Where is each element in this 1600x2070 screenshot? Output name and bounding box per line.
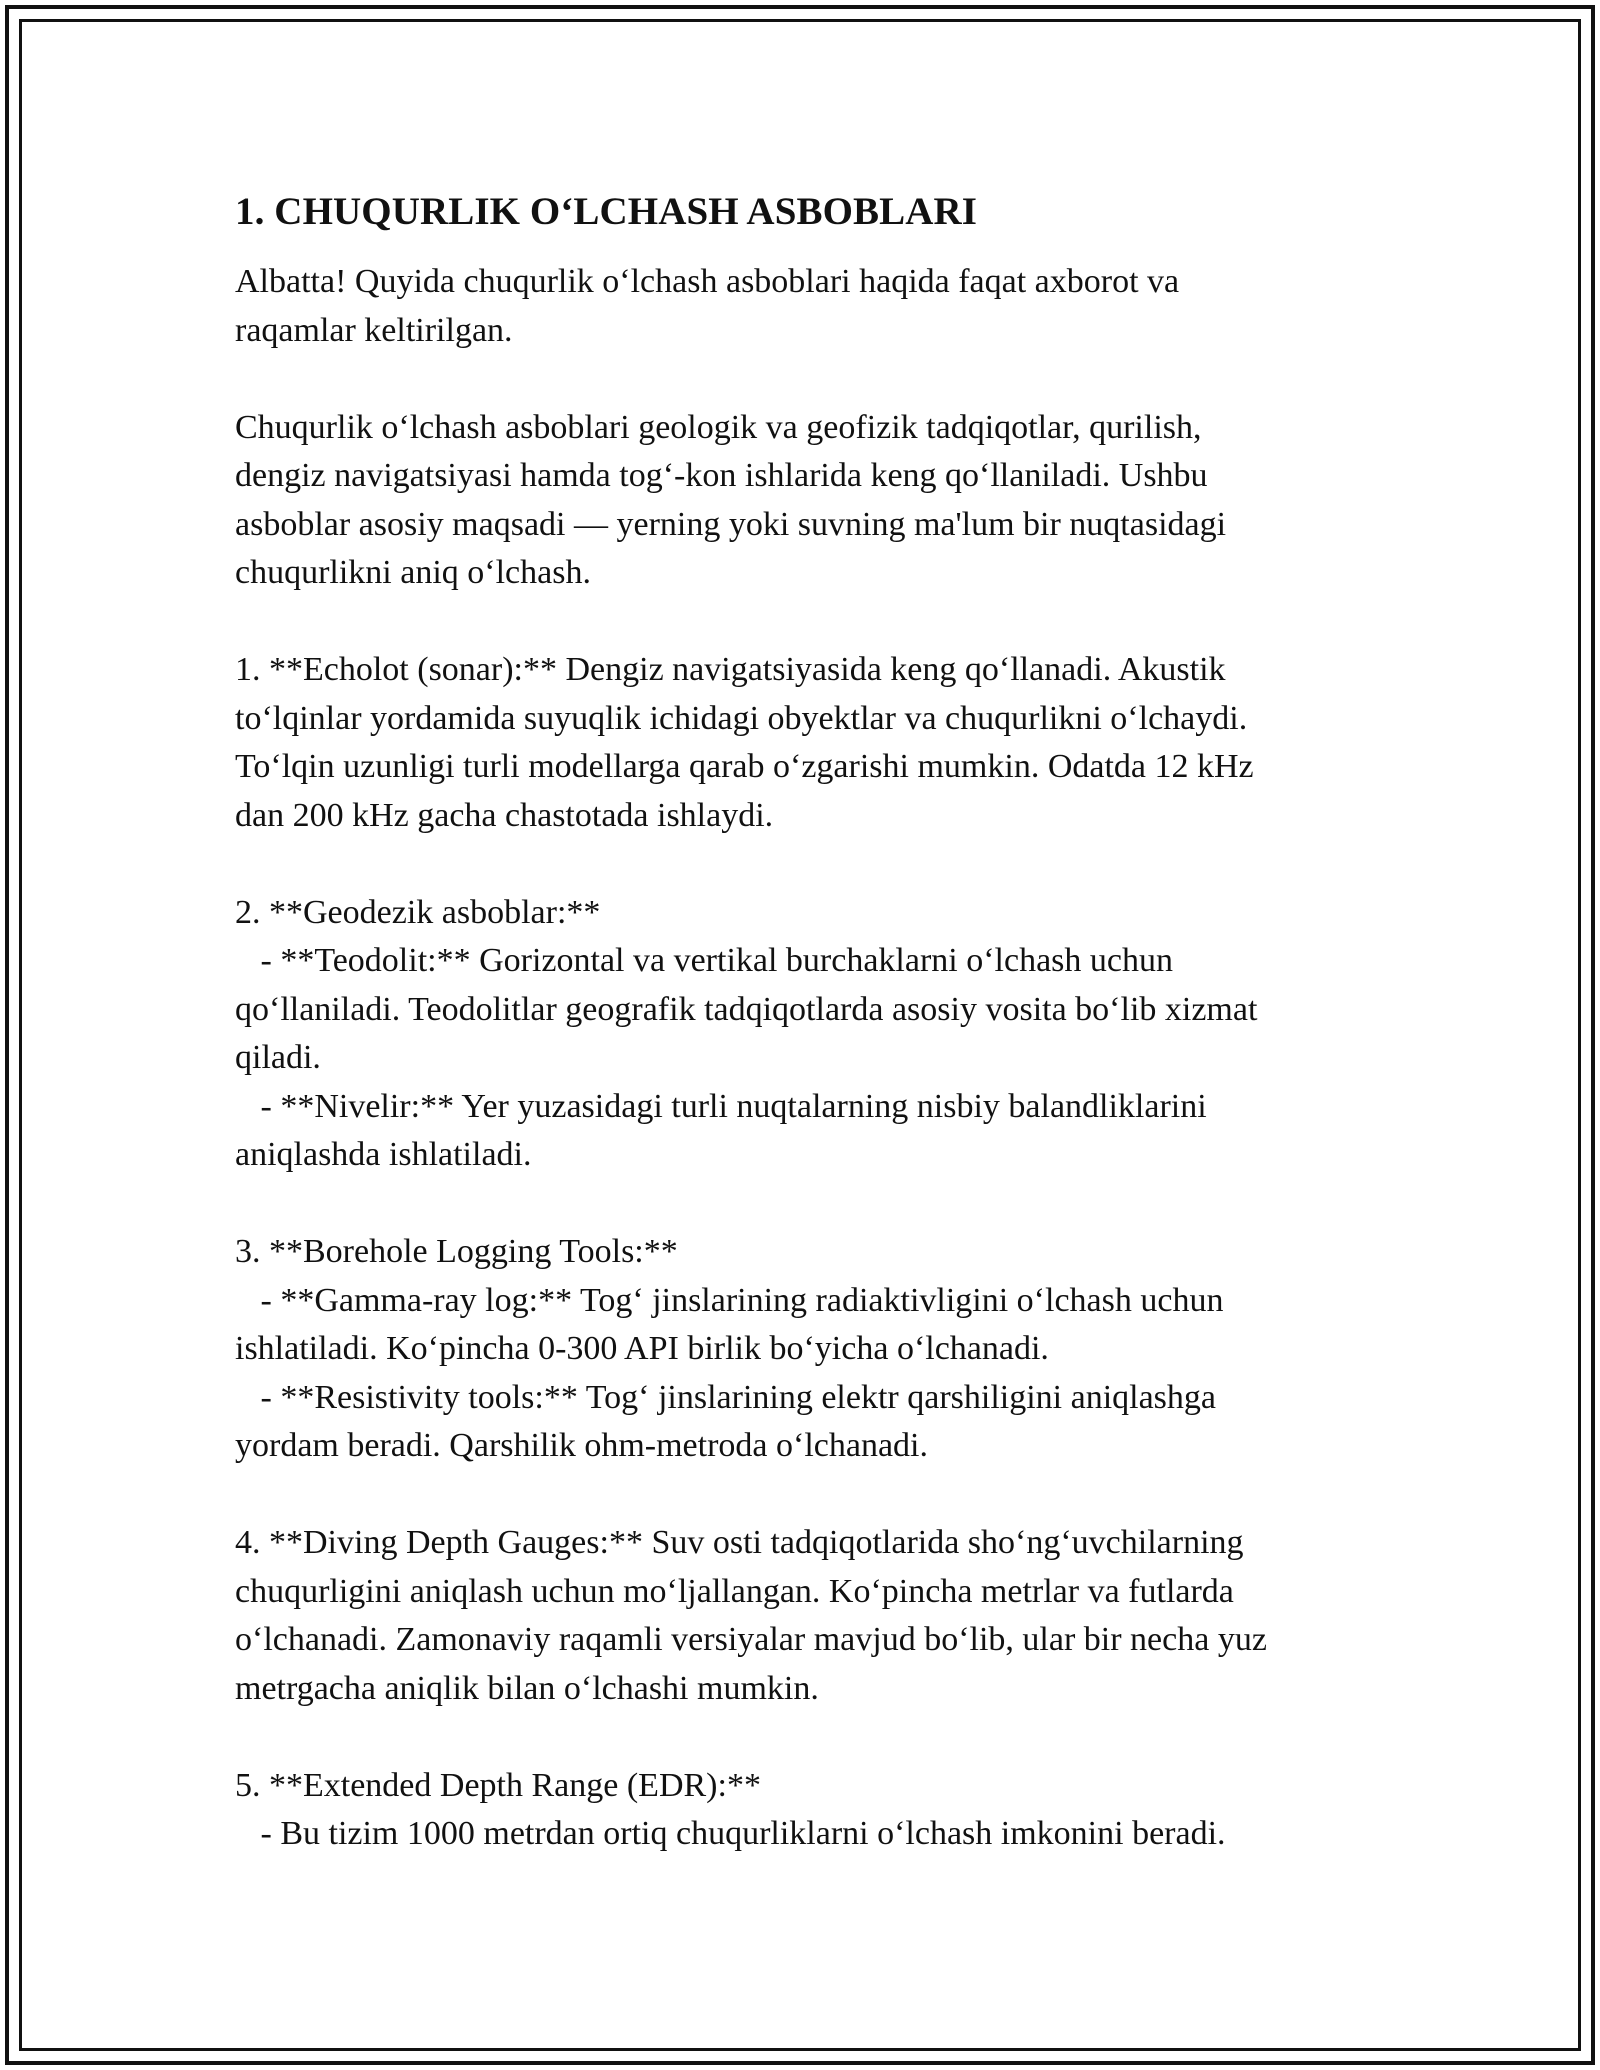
paragraph-gap bbox=[235, 840, 1355, 889]
text-line: 2. **Geodezik asboblar:** bbox=[235, 893, 601, 931]
text-line: o‘lchanadi. Zamonaviy raqamli versiyalar mavjud bo‘lib, ular bir necha yuz bbox=[235, 1621, 1267, 1658]
text-line: dengiz navigatsiyasi hamda tog‘-kon ishlarida keng qo‘llaniladi. Ushbu bbox=[235, 457, 1208, 494]
text-line: 1. **Echolot (sonar):** Dengiz navigatsiyasida keng qo‘llanadi. Akustik bbox=[235, 651, 1226, 688]
paragraph-gap bbox=[235, 1180, 1355, 1229]
text-line: to‘lqinlar yordamida suyuqlik ichidagi obyektlar va chuqurlikni o‘lchaydi. bbox=[235, 699, 1248, 737]
text-line: Albatta! Quyida chuqurlik o‘lchash asboblari haqida faqat axborot va bbox=[235, 263, 1180, 300]
text-line: asboblar asosiy maqsadi — yerning yoki suvning ma'lum bir nuqtasidagi bbox=[235, 505, 1227, 543]
list-item-geodezik bbox=[235, 889, 1355, 1180]
text-line: raqamlar keltirilgan. bbox=[235, 311, 513, 349]
list-item-diving-gauges bbox=[235, 1519, 1355, 1713]
text-line: aniqlashda ishlatiladi. bbox=[235, 1136, 532, 1173]
text-line: - **Teodolit:** Gorizontal va vertikal burchaklarni o‘lchash uchun bbox=[235, 942, 1174, 979]
text-line: - **Resistivity tools:** Tog‘ jinslarining elektr qarshiligini aniqlashga bbox=[235, 1378, 1217, 1416]
text-line: - **Nivelir:** Yer yuzasidagi turli nuqtalarning nisbiy balandliklarini bbox=[235, 1087, 1207, 1125]
text-line: chuqurlikni aniq o‘lchash. bbox=[235, 554, 591, 591]
document-body bbox=[235, 186, 1355, 1859]
text-line: 4. **Diving Depth Gauges:** Suv osti tadqiqotlarida sho‘ng‘uvchilarning bbox=[235, 1524, 1244, 1561]
paragraph-overview bbox=[235, 404, 1355, 598]
text-line: qo‘llaniladi. Teodolitlar geografik tadqiqotlarda asosiy vosita bo‘lib xizmat bbox=[235, 990, 1258, 1028]
text-line: yordam beradi. Qarshilik ohm-metroda o‘lchanadi. bbox=[235, 1427, 928, 1464]
list-item-echolot bbox=[235, 646, 1355, 840]
text-line: metrgacha aniqlik bilan o‘lchashi mumkin. bbox=[235, 1669, 819, 1707]
paragraph-gap bbox=[235, 598, 1355, 647]
paragraph-gap bbox=[235, 1713, 1355, 1762]
text-line: To‘lqin uzunligi turli modellarga qarab o‘zgarishi mumkin. Odatda 12 kHz bbox=[235, 748, 1254, 785]
text-line: chuqurligini aniqlash uchun mo‘ljallangan. Ko‘pincha metrlar va futlarda bbox=[235, 1572, 1234, 1610]
text-line: - Bu tizim 1000 metrdan ortiq chuqurliklarni o‘lchash imkonini beradi. bbox=[235, 1815, 1226, 1852]
paragraph-gap bbox=[235, 1471, 1355, 1520]
text-line: 3. **Borehole Logging Tools:** bbox=[235, 1233, 678, 1270]
list-item-borehole bbox=[235, 1228, 1355, 1471]
text-line: dan 200 kHz gacha chastotada ishlaydi. bbox=[235, 796, 774, 834]
text-line: - **Gamma-ray log:** Tog‘ jinslarining radiaktivligini o‘lchash uchun bbox=[235, 1281, 1224, 1319]
text-line: qiladi. bbox=[235, 1039, 321, 1076]
text-line: Chuqurlik o‘lchash asboblari geologik va geofizik tadqiqotlar, qurilish, bbox=[235, 408, 1202, 446]
text-line: 5. **Extended Depth Range (EDR):** bbox=[235, 1766, 761, 1804]
text-line: ishlatiladi. Ko‘pincha 0-300 API birlik bo‘yicha o‘lchanadi. bbox=[235, 1330, 1049, 1367]
list-item-edr bbox=[235, 1762, 1355, 1859]
document-title: 1. CHUQURLIK O‘LCHASH ASBOBLARI bbox=[235, 190, 978, 233]
paragraph-intro bbox=[235, 258, 1355, 355]
paragraph-gap bbox=[235, 355, 1355, 404]
